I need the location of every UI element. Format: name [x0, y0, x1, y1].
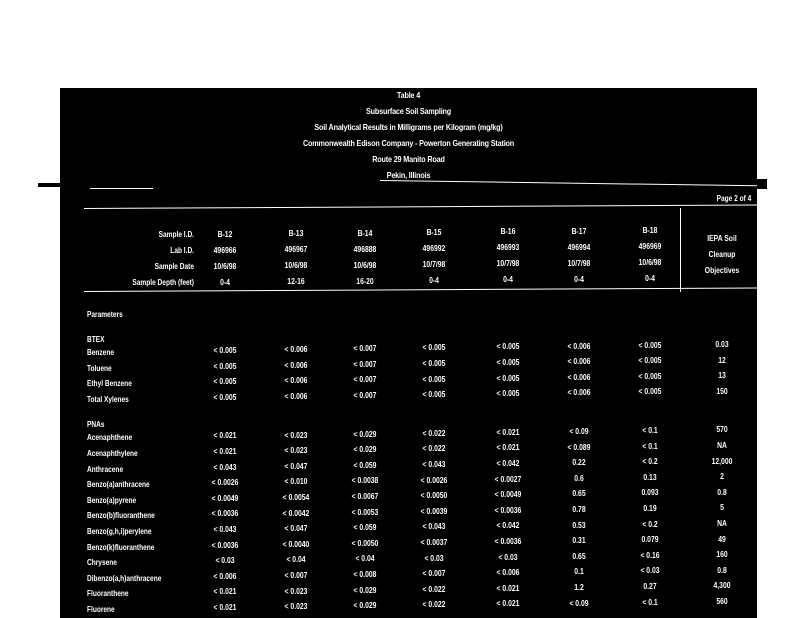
result-value: < 0.005 — [213, 361, 237, 371]
result-value: < 0.021 — [213, 447, 237, 456]
sample-lab: 496888 — [353, 244, 377, 254]
sample-date: 10/6/98 — [213, 262, 237, 271]
sample-depth: 0-4 — [645, 273, 655, 283]
sample-id: B-14 — [357, 228, 373, 238]
result-value: < 0.029 — [353, 601, 377, 611]
sample-depth: 0-4 — [220, 278, 230, 287]
result-value: < 0.04 — [355, 554, 375, 564]
result-value: < 0.1 — [642, 426, 658, 435]
parameter-name: Fluoranthene — [87, 589, 129, 599]
result-value: < 0.006 — [496, 568, 520, 578]
result-value: < 0.043 — [213, 462, 237, 472]
objective-value: 12,000 — [711, 456, 733, 466]
title-line: Table 4 — [396, 90, 421, 100]
objective-value: 12 — [718, 355, 726, 365]
result-value: < 0.005 — [422, 390, 446, 400]
result-value: < 0.006 — [567, 388, 591, 398]
scan-bar-left — [38, 183, 62, 187]
result-value: < 0.089 — [567, 442, 591, 452]
sample-date: 10/6/98 — [284, 261, 308, 271]
title-line: Subsurface Soil Sampling — [365, 106, 452, 116]
result-value: < 0.007 — [353, 375, 377, 385]
result-value: < 0.005 — [496, 342, 520, 352]
page-number: Page 2 of 4 — [716, 194, 751, 203]
result-value: < 0.059 — [353, 460, 377, 470]
objective-value: 2 — [720, 472, 724, 482]
parameter-name: Benzo(a)anthracene — [87, 480, 150, 490]
result-value: < 0.0027 — [494, 474, 522, 484]
result-value: < 0.006 — [567, 357, 591, 367]
result-value: < 0.023 — [284, 446, 308, 456]
sample-id: B-15 — [426, 227, 442, 237]
objective-value: 49 — [718, 534, 726, 544]
title-line: Soil Analytical Results in Milligrams per Kilogram (mg/kg) — [314, 122, 503, 132]
objective-value: 4,300 — [713, 581, 731, 591]
sample-id: B-12 — [217, 230, 233, 239]
result-value: < 0.006 — [284, 391, 308, 401]
result-value: < 0.007 — [353, 344, 377, 354]
result-value: < 0.047 — [284, 461, 308, 471]
result-value: 0.079 — [641, 535, 659, 545]
objective-value: 5 — [720, 503, 724, 513]
result-value: < 0.021 — [213, 603, 237, 612]
result-value: < 0.005 — [422, 343, 446, 353]
result-value: < 0.029 — [353, 445, 377, 455]
result-value: < 0.007 — [284, 570, 308, 580]
objective-value: 560 — [716, 597, 728, 606]
column-row-label: Lab I.D. — [170, 246, 194, 255]
objective-value: 150 — [716, 386, 728, 396]
parameter-name: Benzo(g,h,i)perylene — [87, 527, 152, 536]
result-value: < 0.023 — [284, 602, 308, 612]
result-value: < 0.029 — [353, 585, 377, 595]
result-value: < 0.022 — [422, 584, 446, 594]
result-value: < 0.022 — [422, 600, 446, 610]
result-value: < 0.2 — [642, 457, 658, 467]
sample-date: 10/6/98 — [353, 260, 377, 270]
result-value: < 0.006 — [284, 360, 308, 370]
objectives-header: IEPA Soil — [707, 234, 737, 243]
objective-value: NA — [717, 441, 727, 450]
result-value: < 0.021 — [496, 583, 520, 593]
parameter-name: Benzo(k)fluoranthene — [87, 542, 155, 552]
result-value: < 0.0042 — [282, 508, 310, 518]
sample-depth: 0-4 — [503, 275, 513, 285]
parameter-name: Acenaphthene — [87, 433, 133, 443]
parameter-name: Dibenzo(a,h)anthracene — [87, 573, 162, 583]
result-value: < 0.010 — [284, 477, 308, 487]
result-value: < 0.047 — [284, 524, 308, 534]
result-value: < 0.059 — [353, 523, 377, 533]
result-value: < 0.023 — [284, 586, 308, 596]
parameter-name: Benzo(b)fluoranthene — [87, 511, 155, 521]
result-value: < 0.0040 — [282, 539, 310, 549]
result-value: < 0.021 — [496, 599, 520, 609]
result-value: < 0.0036 — [211, 540, 239, 550]
result-value: < 0.006 — [567, 372, 591, 382]
result-value: < 0.0036 — [211, 509, 239, 519]
objective-value: 0.03 — [715, 340, 729, 349]
sample-depth: 0-4 — [429, 275, 439, 285]
result-value: 0.093 — [641, 488, 659, 498]
result-value: < 0.022 — [422, 444, 446, 454]
result-value: < 0.0036 — [494, 505, 522, 515]
result-value: < 0.007 — [353, 391, 377, 400]
result-value: < 0.03 — [424, 553, 444, 563]
result-value: < 0.09 — [569, 598, 589, 608]
result-value: < 0.005 — [638, 340, 662, 350]
result-value: 0.31 — [572, 536, 586, 546]
column-row-label: Sample I.D. — [158, 230, 194, 239]
result-value: < 0.005 — [638, 356, 662, 366]
result-value: < 0.005 — [422, 374, 446, 384]
result-value: 0.27 — [643, 582, 657, 591]
column-row-label: Sample Depth (feet) — [132, 278, 194, 287]
result-value: < 0.03 — [215, 556, 235, 566]
parameter-name: Ethyl Benzene — [87, 379, 132, 389]
table-top-rule — [84, 204, 757, 209]
result-value: 0.53 — [572, 520, 586, 530]
sample-date: 10/7/98 — [567, 258, 591, 268]
result-value: < 0.043 — [213, 525, 237, 534]
header-rule — [90, 188, 153, 189]
result-value: < 0.021 — [496, 427, 520, 437]
result-value: < 0.1 — [642, 597, 658, 607]
result-value: < 0.022 — [422, 428, 446, 438]
result-value: < 0.2 — [642, 519, 658, 529]
result-value: < 0.005 — [422, 358, 446, 368]
sample-lab: 496966 — [213, 246, 237, 255]
parameter-name: Fluorene — [87, 605, 115, 614]
sample-id: B-16 — [500, 227, 516, 237]
sample-depth: 12-16 — [287, 277, 305, 287]
result-value: < 0.0026 — [420, 475, 448, 485]
sample-depth: 16-20 — [356, 276, 374, 286]
result-value: 0.19 — [643, 504, 657, 513]
result-value: < 0.16 — [640, 550, 660, 560]
objective-value: 13 — [718, 371, 726, 381]
result-value: < 0.005 — [496, 358, 520, 367]
result-value: 0.22 — [572, 458, 586, 468]
result-value: < 0.021 — [213, 431, 237, 441]
result-value: < 0.0039 — [420, 506, 448, 516]
result-value: < 0.043 — [422, 459, 446, 469]
objective-value: 0.8 — [717, 487, 727, 497]
result-value: < 0.006 — [284, 376, 308, 386]
objectives-header: Cleanup — [708, 250, 736, 259]
header-rule-right — [380, 180, 757, 186]
parameter-name: Anthracene — [87, 464, 124, 474]
result-value: < 0.007 — [353, 359, 377, 369]
group-name: PNAs — [87, 420, 105, 430]
result-value: < 0.0036 — [494, 537, 522, 546]
result-value: 0.6 — [574, 473, 584, 483]
sample-date: 10/7/98 — [422, 259, 446, 269]
sample-lab: 496993 — [496, 243, 520, 253]
sample-date: 10/6/98 — [638, 257, 662, 267]
result-value: < 0.005 — [638, 387, 662, 397]
result-value: < 0.008 — [353, 570, 377, 579]
result-value: < 0.006 — [213, 571, 237, 581]
result-value: < 0.0054 — [282, 492, 310, 502]
result-value: < 0.043 — [422, 522, 446, 532]
result-value: 1.2 — [574, 582, 584, 592]
objective-value: NA — [717, 519, 727, 528]
parameter-name: Total Xylenes — [87, 394, 129, 404]
title-line: Route 29 Manito Road — [372, 154, 445, 164]
result-value: 0.78 — [572, 504, 586, 514]
result-value: < 0.021 — [213, 587, 237, 597]
objective-value: 570 — [716, 425, 728, 435]
result-value: < 0.0050 — [351, 538, 379, 548]
result-value: < 0.0067 — [351, 492, 379, 501]
result-value: < 0.021 — [496, 443, 520, 453]
result-value: 0.13 — [643, 472, 657, 482]
result-value: < 0.03 — [498, 552, 518, 562]
result-value: < 0.007 — [422, 569, 446, 579]
sample-date: 10/7/98 — [496, 259, 520, 269]
result-value: < 0.005 — [213, 346, 237, 355]
objectives-divider — [680, 208, 681, 292]
parameter-name: Chrysene — [87, 558, 117, 568]
result-value: < 0.04 — [286, 555, 306, 565]
result-value: < 0.0026 — [211, 478, 239, 488]
result-value: < 0.0053 — [351, 507, 379, 517]
column-header-bottom-rule — [84, 287, 757, 292]
sample-id: B-17 — [571, 226, 587, 236]
result-value: < 0.005 — [213, 392, 237, 402]
result-value: < 0.0050 — [420, 491, 448, 501]
result-value: < 0.0037 — [420, 537, 448, 547]
result-value: < 0.006 — [284, 345, 308, 355]
result-value: < 0.042 — [496, 521, 520, 531]
parameter-name: Toluene — [87, 363, 112, 373]
sample-depth: 0-4 — [574, 274, 584, 284]
title-line: Pekin, Illinois — [386, 170, 431, 180]
result-value: 0.1 — [574, 567, 584, 577]
sample-lab: 496992 — [422, 243, 446, 253]
result-value: < 0.005 — [496, 373, 520, 383]
sample-lab: 496969 — [638, 241, 662, 251]
result-value: 0.65 — [572, 551, 586, 561]
result-value: < 0.1 — [642, 441, 658, 451]
result-value: < 0.0049 — [211, 493, 239, 503]
scanned-table-page — [60, 88, 757, 618]
result-value: < 0.0049 — [494, 490, 522, 500]
result-value: < 0.023 — [284, 430, 308, 440]
parameter-name: Acenaphthylene — [87, 449, 138, 458]
parameters-label: Parameters — [87, 310, 123, 319]
objectives-header: Objectives — [704, 266, 740, 275]
column-row-label: Sample Date — [154, 262, 194, 271]
objective-value: 160 — [716, 550, 728, 560]
objective-value: 0.8 — [717, 565, 727, 575]
result-value: < 0.005 — [496, 389, 520, 399]
parameter-name: Benzene — [87, 348, 114, 357]
sample-id: B-18 — [642, 225, 658, 235]
result-value: < 0.03 — [640, 566, 660, 576]
sample-id: B-13 — [288, 229, 304, 239]
result-value: < 0.09 — [569, 426, 589, 436]
title-line: Commonwealth Edison Company - Powerton Generating Station — [302, 138, 515, 148]
result-value: < 0.005 — [213, 377, 237, 387]
result-value: 0.65 — [572, 489, 586, 499]
sample-lab: 496967 — [284, 245, 308, 255]
group-name: BTEX — [87, 335, 105, 344]
sample-lab: 496994 — [567, 242, 591, 252]
result-value: < 0.042 — [496, 459, 520, 468]
result-value: < 0.029 — [353, 429, 377, 439]
result-value: < 0.0038 — [351, 476, 379, 486]
result-value: < 0.005 — [638, 371, 662, 381]
parameter-name: Benzo(a)pyrene — [87, 495, 137, 505]
result-value: < 0.006 — [567, 341, 591, 351]
